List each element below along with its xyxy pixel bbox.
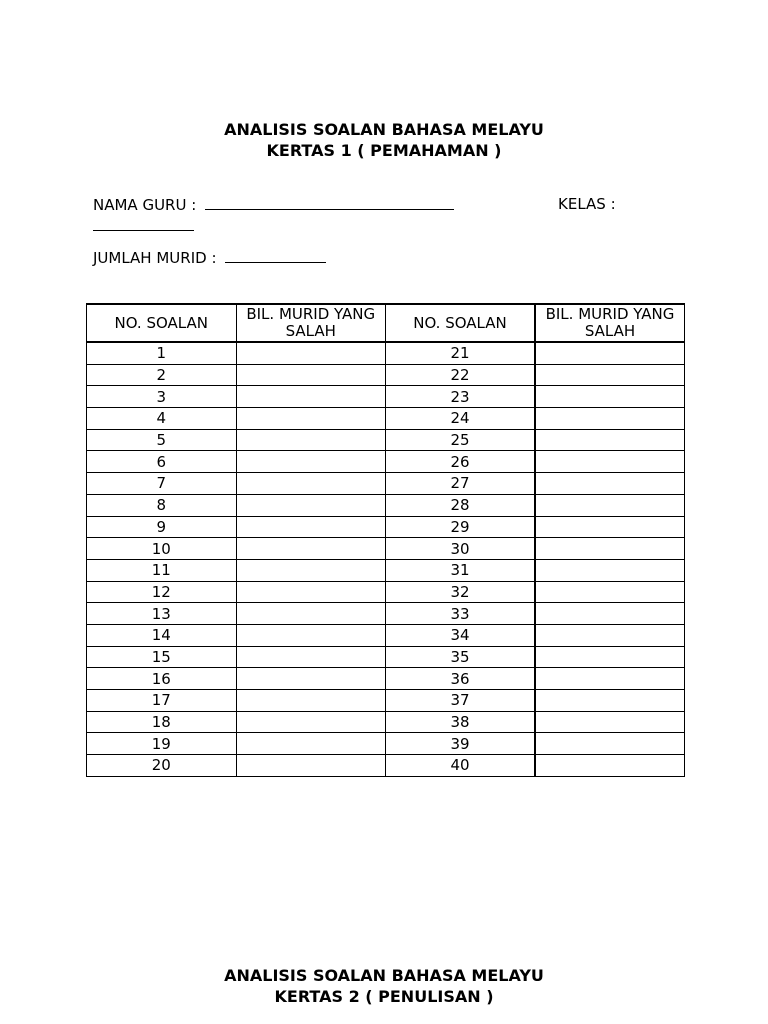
- question-number-cell: 24: [386, 408, 536, 430]
- question-number-cell: 22: [386, 364, 536, 386]
- wrong-count-cell[interactable]: [236, 538, 386, 560]
- table-row: [87, 733, 685, 755]
- wrong-count-cell[interactable]: [236, 342, 386, 364]
- wrong-count-cell[interactable]: [535, 451, 685, 473]
- question-number-cell: 33: [386, 603, 536, 625]
- wrong-count-cell[interactable]: [236, 364, 386, 386]
- question-number-cell: 23: [386, 386, 536, 408]
- question-number-cell: 30: [386, 538, 536, 560]
- wrong-count-cell[interactable]: [535, 581, 685, 603]
- wrong-count-cell[interactable]: [236, 386, 386, 408]
- wrong-count-cell[interactable]: [236, 581, 386, 603]
- paper2-title: [0, 965, 768, 1007]
- question-number-cell: 14: [87, 624, 237, 646]
- kelas-row: [558, 195, 616, 213]
- wrong-count-cell[interactable]: [236, 755, 386, 777]
- question-number-cell: 12: [87, 581, 237, 603]
- wrong-count-cell[interactable]: [236, 624, 386, 646]
- paper1-title-line2: KERTAS 1 ( PEMAHAMAN ): [266, 141, 502, 160]
- question-number-cell: 32: [386, 581, 536, 603]
- header-no-soalan-right: NO. SOALAN: [386, 304, 536, 342]
- table-row: [87, 668, 685, 690]
- question-number-cell: 17: [87, 690, 237, 712]
- wrong-count-cell[interactable]: [535, 473, 685, 495]
- table-header-row: [87, 304, 685, 342]
- wrong-count-cell[interactable]: [535, 342, 685, 364]
- wrong-count-cell[interactable]: [535, 755, 685, 777]
- table-row: [87, 646, 685, 668]
- header-bil-murid-right: BIL. MURID YANG SALAH: [535, 304, 685, 342]
- question-number-cell: 11: [87, 559, 237, 581]
- table-row: [87, 473, 685, 495]
- question-number-cell: 2: [87, 364, 237, 386]
- table-row: [87, 559, 685, 581]
- wrong-count-cell[interactable]: [535, 386, 685, 408]
- wrong-count-cell[interactable]: [236, 516, 386, 538]
- nama-guru-row: [93, 195, 454, 214]
- question-number-cell: 8: [87, 494, 237, 516]
- question-number-cell: 13: [87, 603, 237, 625]
- table-row: [87, 342, 685, 364]
- paper2-title-line1: ANALISIS SOALAN BAHASA MELAYU: [224, 966, 544, 985]
- kelas-blank[interactable]: [93, 216, 194, 231]
- question-number-cell: 21: [386, 342, 536, 364]
- table-row: [87, 603, 685, 625]
- wrong-count-cell[interactable]: [236, 494, 386, 516]
- wrong-count-cell[interactable]: [535, 408, 685, 430]
- wrong-count-cell[interactable]: [236, 646, 386, 668]
- question-number-cell: 7: [87, 473, 237, 495]
- wrong-count-cell[interactable]: [535, 429, 685, 451]
- question-number-cell: 5: [87, 429, 237, 451]
- table-row: [87, 451, 685, 473]
- wrong-count-cell[interactable]: [236, 408, 386, 430]
- question-number-cell: 37: [386, 690, 536, 712]
- wrong-count-cell[interactable]: [236, 711, 386, 733]
- wrong-count-cell[interactable]: [236, 559, 386, 581]
- question-number-cell: 27: [386, 473, 536, 495]
- question-number-cell: 10: [87, 538, 237, 560]
- jumlah-murid-row: [93, 248, 326, 267]
- jumlah-murid-label: JUMLAH MURID :: [93, 249, 217, 267]
- kelas-label: KELAS :: [558, 195, 616, 213]
- jumlah-murid-blank[interactable]: [225, 248, 326, 263]
- table-row: [87, 690, 685, 712]
- wrong-count-cell[interactable]: [236, 733, 386, 755]
- question-number-cell: 9: [87, 516, 237, 538]
- paper1-title: [0, 119, 768, 161]
- question-number-cell: 29: [386, 516, 536, 538]
- wrong-count-cell[interactable]: [535, 364, 685, 386]
- wrong-count-cell[interactable]: [535, 538, 685, 560]
- question-number-cell: 36: [386, 668, 536, 690]
- question-number-cell: 39: [386, 733, 536, 755]
- header-no-soalan-left: NO. SOALAN: [87, 304, 237, 342]
- analysis-table: [86, 303, 685, 777]
- wrong-count-cell[interactable]: [535, 516, 685, 538]
- question-number-cell: 1: [87, 342, 237, 364]
- table-row: [87, 494, 685, 516]
- header-bil-murid-left: BIL. MURID YANG SALAH: [236, 304, 386, 342]
- table-row: [87, 516, 685, 538]
- wrong-count-cell[interactable]: [535, 624, 685, 646]
- question-number-cell: 26: [386, 451, 536, 473]
- question-number-cell: 34: [386, 624, 536, 646]
- nama-guru-label: NAMA GURU :: [93, 196, 197, 214]
- question-number-cell: 35: [386, 646, 536, 668]
- paper1-title-line1: ANALISIS SOALAN BAHASA MELAYU: [224, 120, 544, 139]
- table-row: [87, 538, 685, 560]
- wrong-count-cell[interactable]: [236, 473, 386, 495]
- table-row: [87, 581, 685, 603]
- wrong-count-cell[interactable]: [535, 559, 685, 581]
- nama-guru-blank[interactable]: [205, 195, 454, 210]
- table-row: [87, 408, 685, 430]
- paper2-title-line2: KERTAS 2 ( PENULISAN ): [274, 987, 494, 1006]
- question-number-cell: 19: [87, 733, 237, 755]
- question-number-cell: 3: [87, 386, 237, 408]
- wrong-count-cell[interactable]: [236, 451, 386, 473]
- table-row: [87, 364, 685, 386]
- table-row: [87, 755, 685, 777]
- wrong-count-cell[interactable]: [535, 733, 685, 755]
- wrong-count-cell[interactable]: [535, 646, 685, 668]
- table-row: [87, 429, 685, 451]
- question-number-cell: 38: [386, 711, 536, 733]
- question-number-cell: 4: [87, 408, 237, 430]
- wrong-count-cell[interactable]: [236, 668, 386, 690]
- question-number-cell: 16: [87, 668, 237, 690]
- wrong-count-cell[interactable]: [535, 494, 685, 516]
- wrong-count-cell[interactable]: [236, 429, 386, 451]
- wrong-count-cell[interactable]: [236, 603, 386, 625]
- wrong-count-cell[interactable]: [535, 690, 685, 712]
- question-number-cell: 18: [87, 711, 237, 733]
- table-body: [87, 342, 685, 776]
- question-number-cell: 40: [386, 755, 536, 777]
- question-number-cell: 15: [87, 646, 237, 668]
- table-row: [87, 386, 685, 408]
- wrong-count-cell[interactable]: [236, 690, 386, 712]
- table-row: [87, 711, 685, 733]
- wrong-count-cell[interactable]: [535, 668, 685, 690]
- wrong-count-cell[interactable]: [535, 603, 685, 625]
- question-number-cell: 31: [386, 559, 536, 581]
- question-number-cell: 6: [87, 451, 237, 473]
- question-number-cell: 25: [386, 429, 536, 451]
- wrong-count-cell[interactable]: [535, 711, 685, 733]
- table-row: [87, 624, 685, 646]
- question-number-cell: 28: [386, 494, 536, 516]
- question-number-cell: 20: [87, 755, 237, 777]
